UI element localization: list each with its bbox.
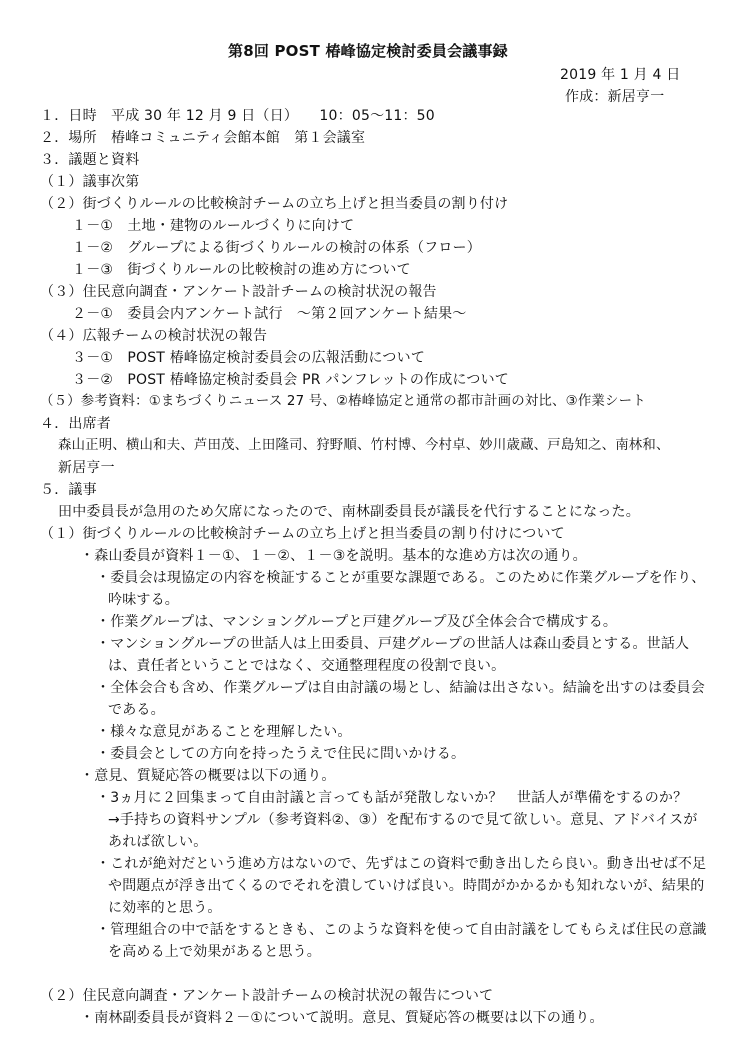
proceedings-subbullet-cont: である。: [108, 702, 165, 718]
item-proceedings-heading: ５．議事: [40, 482, 97, 498]
agenda-item: （１）議事次第: [40, 174, 140, 190]
document-date: 2019 年 1 月 4 日: [560, 67, 681, 83]
document-title: 第8回 POST 椿峰協定検討委員会議事録: [228, 42, 508, 60]
proceedings-subbullet-cont: は、責任者ということではなく、交通整理程度の役割で良い。: [108, 658, 506, 674]
proceedings-subbullet-cont: を高める上で効果があると思う。: [108, 944, 321, 960]
proceedings-subbullet: ・マンショングループの世話人は上田委員、戸建グループの世話人は森山委員とする。世話人: [96, 636, 690, 652]
proceedings-subbullet: ・委員会は現協定の内容を検証することが重要な課題である。このために作業グループを作り、: [96, 570, 706, 586]
proceedings-subbullet-cont: →手持ちの資料サンプル（参考資料②、③）を配布するので見て欲しい。意見、アドバイスが: [108, 812, 698, 828]
agenda-item: （５）参考資料：①まちづくりニュース 27 号、②椿峰協定と通常の都市計画の対比、③作業シート: [40, 394, 646, 409]
proceedings-subbullet-cont: や問題点が浮き出てくるのでそれを潰していけば良い。時間がかかるかも知れないが、結果的: [108, 878, 705, 894]
proceedings-section: （２）住民意向調査・アンケート設計チームの検討状況の報告について: [40, 988, 494, 1004]
proceedings-bullet: ・意見、質疑応答の概要は以下の通り。: [80, 768, 336, 784]
attendees-list: 森山正明、横山和夫、芦田茂、上田隆司、狩野順、竹村博、今村卓、妙川歳蔵、戸島知之、南林和、: [58, 438, 670, 453]
attendees-list: 新居亨一: [58, 460, 115, 476]
proceedings-subbullet: ・様々な意見があることを理解したい。: [96, 724, 352, 740]
agenda-subitem: １－③ 街づくりルールの比較検討の進め方について: [72, 262, 411, 278]
agenda-item: （３）住民意向調査・アンケート設計チームの検討状況の報告: [40, 284, 437, 300]
document-author: 作成：新居亨一: [565, 89, 665, 105]
proceedings-bullet: ・南林副委員長が資料２－①について説明。意見、質疑応答の概要は以下の通り。: [80, 1010, 604, 1026]
proceedings-subbullet-cont: あれば欲しい。: [108, 834, 208, 850]
agenda-item: （２）街づくりルールの比較検討チームの立ち上げと担当委員の割り付け: [40, 196, 509, 212]
proceedings-subbullet-cont: に効率的と思う。: [108, 900, 222, 916]
proceedings-section: （１）街づくりルールの比較検討チームの立ち上げと担当委員の割り付けについて: [40, 526, 565, 542]
proceedings-subbullet: ・作業グループは、マンショングループと戸建グループ及び全体会合で構成する。: [96, 614, 618, 630]
proceedings-subbullet: ・これが絶対だという進め方はないので、先ずはこの資料で動き出したら良い。動き出せば不足: [96, 856, 707, 872]
agenda-subitem: １－② グループによる街づくりルールの検討の体系（フロー）: [72, 240, 481, 256]
item-place: ２．場所 椿峰コミュニティ会館本館 第１会議室: [40, 130, 366, 146]
item-datetime: １．日時 平成 30 年 12 月 9 日（日） 10：05～11：50: [40, 108, 435, 124]
proceedings-subbullet: ・全体会合も含め、作業グループは自由討議の場とし、結論は出さない。結論を出すのは委員会: [96, 680, 705, 696]
proceedings-text: 田中委員長が急用のため欠席になったので、南林副委員長が議長を代行することになった。: [58, 504, 640, 520]
item-attendees-heading: ４．出席者: [40, 416, 111, 432]
proceedings-subbullet-cont: 吟味する。: [108, 592, 179, 608]
proceedings-subbullet: ・管理組合の中で話をするときも、このような資料を使って自由討議をしてもらえば住民の意識: [96, 922, 707, 938]
agenda-subitem: １－① 土地・建物のルールづくりに向けて: [72, 218, 355, 234]
agenda-subitem: ３－② POST 椿峰協定検討委員会 PR パンフレットの作成について: [72, 372, 509, 388]
proceedings-subbullet: ・3ヵ月に２回集まって自由討議と言っても話が発散しないか？ 世話人が準備をするのか？: [96, 790, 688, 806]
proceedings-bullet: ・森山委員が資料１－①、１－②、１－③を説明。基本的な進め方は次の通り。: [80, 548, 587, 564]
agenda-item: （４）広報チームの検討状況の報告: [40, 328, 268, 344]
item-agenda-heading: ３．議題と資料: [40, 152, 140, 168]
proceedings-subbullet: ・委員会としての方向を持ったうえで住民に問いかける。: [96, 746, 466, 762]
agenda-subitem: ２－① 委員会内アンケート試行 ～第２回アンケート結果～: [72, 306, 467, 322]
agenda-subitem: ３－① POST 椿峰協定検討委員会の広報活動について: [72, 350, 426, 366]
